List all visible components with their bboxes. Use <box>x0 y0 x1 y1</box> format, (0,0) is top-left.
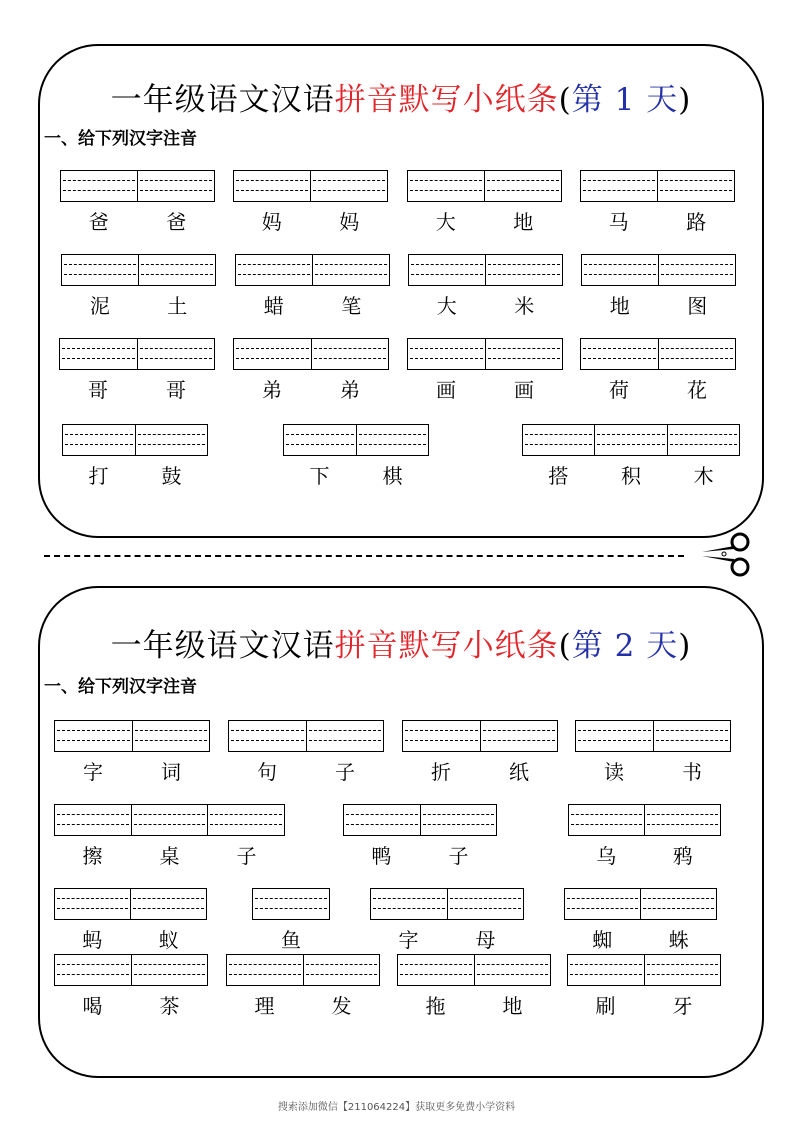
hanzi-char: 折 <box>431 760 451 784</box>
hanzi-char: 米 <box>514 294 535 318</box>
hanzi-word <box>62 460 208 489</box>
pinyin-cell[interactable] <box>227 955 303 985</box>
hanzi-char: 路 <box>686 210 707 234</box>
hanzi-char: 泥 <box>89 294 110 318</box>
pinyin-cell[interactable] <box>582 255 658 285</box>
pinyin-writing-boxes[interactable] <box>580 170 735 202</box>
pinyin-cell[interactable] <box>55 805 131 835</box>
hanzi-char: 理 <box>254 994 275 1018</box>
pinyin-writing-boxes[interactable] <box>397 954 551 986</box>
pinyin-writing-boxes[interactable] <box>408 254 563 286</box>
pinyin-cell[interactable] <box>653 721 731 751</box>
pinyin-cell[interactable] <box>131 805 208 835</box>
hanzi-char: 茶 <box>159 994 180 1018</box>
pinyin-writing-boxes[interactable] <box>407 338 563 370</box>
pinyin-cell[interactable] <box>485 255 562 285</box>
pinyin-cell[interactable] <box>55 955 131 985</box>
pinyin-cell[interactable] <box>312 255 389 285</box>
pinyin-writing-boxes[interactable] <box>575 720 731 752</box>
hanzi-char: 马 <box>608 210 629 234</box>
hanzi-char: 纸 <box>509 760 529 784</box>
hanzi-char: 母 <box>475 928 496 952</box>
hanzi-char: 喝 <box>82 994 103 1018</box>
hanzi-char: 棋 <box>382 464 403 488</box>
pinyin-cell[interactable] <box>576 721 653 751</box>
pinyin-cell[interactable] <box>55 889 130 919</box>
hanzi-word <box>580 206 735 235</box>
pinyin-cell[interactable] <box>409 255 485 285</box>
hanzi-char: 搭 <box>548 464 569 488</box>
hanzi-char: 字 <box>398 928 419 952</box>
hanzi-word <box>407 206 562 235</box>
hanzi-char: 爸 <box>88 210 109 234</box>
pinyin-writing-boxes[interactable] <box>370 888 524 920</box>
pinyin-cell[interactable] <box>484 171 561 201</box>
pinyin-cell[interactable] <box>658 339 736 369</box>
pinyin-cell[interactable] <box>447 889 524 919</box>
hanzi-char: 图 <box>687 294 708 318</box>
hanzi-char: 妈 <box>261 210 282 234</box>
pinyin-cell[interactable] <box>131 955 208 985</box>
hanzi-word <box>575 756 731 785</box>
pinyin-cell[interactable] <box>480 721 558 751</box>
hanzi-word <box>252 924 330 953</box>
hanzi-char: 子 <box>448 844 469 868</box>
hanzi-char: 词 <box>161 760 181 784</box>
hanzi-word <box>564 924 717 953</box>
pinyin-writing-boxes[interactable] <box>54 954 208 986</box>
footer-note: 搜索添加微信【211064224】获取更多免费小学资料 <box>277 1102 516 1113</box>
hanzi-word <box>228 756 384 785</box>
pinyin-cell[interactable] <box>130 889 206 919</box>
hanzi-word <box>233 206 388 235</box>
hanzi-char: 打 <box>88 464 109 488</box>
hanzi-word <box>233 374 389 403</box>
pinyin-cell[interactable] <box>63 425 135 455</box>
hanzi-char: 桌 <box>159 844 180 868</box>
pinyin-cell[interactable] <box>568 955 644 985</box>
hanzi-char: 土 <box>167 294 188 318</box>
scissors-icon <box>700 530 752 578</box>
hanzi-char: 读 <box>604 760 624 784</box>
hanzi-word <box>522 460 740 489</box>
hanzi-char: 蜡 <box>263 294 284 318</box>
hanzi-word <box>567 990 721 1019</box>
hanzi-word <box>54 990 208 1019</box>
pinyin-cell[interactable] <box>474 955 551 985</box>
pinyin-cell[interactable] <box>137 171 214 201</box>
hanzi-char: 木 <box>693 464 714 488</box>
pinyin-writing-boxes[interactable] <box>54 888 207 920</box>
section-heading: 一、给下列汉字注音 <box>44 129 197 149</box>
pinyin-writing-boxes[interactable] <box>226 954 380 986</box>
hanzi-char: 鸭 <box>371 844 392 868</box>
hanzi-word <box>54 756 210 785</box>
pinyin-cell[interactable] <box>229 721 306 751</box>
hanzi-char: 笔 <box>341 294 362 318</box>
pinyin-cell[interactable] <box>253 889 329 919</box>
pinyin-cell[interactable] <box>303 955 380 985</box>
pinyin-writing-boxes[interactable] <box>54 804 285 836</box>
hanzi-char: 下 <box>309 464 330 488</box>
pinyin-writing-boxes[interactable] <box>564 888 717 920</box>
pinyin-cell[interactable] <box>207 805 284 835</box>
pinyin-writing-boxes[interactable] <box>343 804 497 836</box>
cut-line <box>44 555 684 557</box>
pinyin-cell[interactable] <box>371 889 447 919</box>
pinyin-cell[interactable] <box>485 339 563 369</box>
pinyin-cell[interactable] <box>644 955 721 985</box>
hanzi-char: 哥 <box>166 378 186 402</box>
pinyin-cell[interactable] <box>667 425 739 455</box>
pinyin-cell[interactable] <box>581 171 657 201</box>
hanzi-char: 荷 <box>609 378 629 402</box>
pinyin-cell[interactable] <box>356 425 429 455</box>
hanzi-char: 擦 <box>82 844 103 868</box>
pinyin-writing-boxes[interactable] <box>228 720 384 752</box>
hanzi-word <box>402 756 558 785</box>
hanzi-word <box>60 206 215 235</box>
pinyin-writing-boxes[interactable] <box>522 424 740 456</box>
hanzi-char: 牙 <box>672 994 693 1018</box>
pinyin-cell[interactable] <box>640 889 716 919</box>
pinyin-writing-boxes[interactable] <box>568 804 721 836</box>
hanzi-char: 画 <box>436 378 456 402</box>
hanzi-char: 蛛 <box>668 928 689 952</box>
hanzi-word <box>54 924 207 953</box>
pinyin-cell[interactable] <box>657 171 734 201</box>
pinyin-cell[interactable] <box>344 805 420 835</box>
pinyin-cell[interactable] <box>398 955 474 985</box>
pinyin-cell[interactable] <box>55 721 132 751</box>
section-heading: 一、给下列汉字注音 <box>44 677 197 697</box>
pinyin-cell[interactable] <box>594 425 666 455</box>
hanzi-char: 拖 <box>425 994 446 1018</box>
hanzi-char: 哥 <box>88 378 108 402</box>
worksheet-title: 一年级语文汉语拼音默写小纸条(第 1 天) <box>110 82 692 118</box>
worksheet-title: 一年级语文汉语拼音默写小纸条(第 2 天) <box>110 628 692 664</box>
pinyin-cell[interactable] <box>306 721 384 751</box>
hanzi-word <box>408 290 563 319</box>
hanzi-char: 大 <box>436 294 457 318</box>
pinyin-writing-boxes[interactable] <box>407 170 562 202</box>
hanzi-word <box>407 374 563 403</box>
hanzi-char: 乌 <box>596 844 617 868</box>
pinyin-cell[interactable] <box>62 255 138 285</box>
hanzi-word <box>61 290 216 319</box>
hanzi-word <box>343 840 497 869</box>
pinyin-cell[interactable] <box>408 171 484 201</box>
hanzi-word <box>580 374 736 403</box>
pinyin-writing-boxes[interactable] <box>235 254 390 286</box>
hanzi-char: 弟 <box>340 378 360 402</box>
hanzi-char: 画 <box>514 378 534 402</box>
hanzi-char: 弟 <box>262 378 282 402</box>
hanzi-char: 爸 <box>166 210 187 234</box>
hanzi-char: 妈 <box>339 210 360 234</box>
hanzi-word <box>226 990 380 1019</box>
pinyin-cell[interactable] <box>569 805 644 835</box>
hanzi-char: 蚁 <box>158 928 179 952</box>
pinyin-cell[interactable] <box>565 889 640 919</box>
pinyin-cell[interactable] <box>403 721 480 751</box>
hanzi-char: 鼓 <box>161 464 182 488</box>
pinyin-writing-boxes[interactable] <box>580 338 736 370</box>
hanzi-word <box>581 290 736 319</box>
pinyin-cell[interactable] <box>311 339 389 369</box>
pinyin-writing-boxes[interactable] <box>62 424 208 456</box>
pinyin-cell[interactable] <box>658 255 735 285</box>
pinyin-writing-boxes[interactable] <box>283 424 429 456</box>
hanzi-char: 子 <box>236 844 257 868</box>
pinyin-cell[interactable] <box>234 339 311 369</box>
pinyin-cell[interactable] <box>581 339 658 369</box>
pinyin-writing-boxes[interactable] <box>402 720 558 752</box>
hanzi-char: 鱼 <box>281 928 301 952</box>
pinyin-writing-boxes[interactable] <box>59 338 215 370</box>
pinyin-cell[interactable] <box>135 425 208 455</box>
hanzi-char: 句 <box>257 760 277 784</box>
pinyin-cell[interactable] <box>234 171 310 201</box>
pinyin-cell[interactable] <box>284 425 356 455</box>
hanzi-char: 蜘 <box>592 928 613 952</box>
worksheet-day-2 <box>38 586 764 1078</box>
hanzi-char: 鸦 <box>672 844 693 868</box>
pinyin-cell[interactable] <box>644 805 720 835</box>
pinyin-cell[interactable] <box>236 255 312 285</box>
pinyin-writing-boxes[interactable] <box>567 954 721 986</box>
hanzi-char: 地 <box>513 210 534 234</box>
pinyin-cell[interactable] <box>137 339 215 369</box>
pinyin-writing-boxes[interactable] <box>252 888 330 920</box>
hanzi-char: 蚂 <box>82 928 103 952</box>
hanzi-word <box>59 374 215 403</box>
hanzi-char: 字 <box>83 760 103 784</box>
worksheet-day-1 <box>38 44 764 538</box>
pinyin-writing-boxes[interactable] <box>60 170 215 202</box>
hanzi-char: 发 <box>331 994 352 1018</box>
pinyin-cell[interactable] <box>132 721 210 751</box>
hanzi-word <box>568 840 721 869</box>
hanzi-word <box>397 990 551 1019</box>
hanzi-char: 地 <box>502 994 523 1018</box>
hanzi-char: 书 <box>682 760 702 784</box>
pinyin-cell[interactable] <box>60 339 137 369</box>
pinyin-writing-boxes[interactable] <box>61 254 216 286</box>
hanzi-char: 大 <box>435 210 456 234</box>
hanzi-word <box>370 924 524 953</box>
pinyin-cell[interactable] <box>420 805 497 835</box>
hanzi-char: 积 <box>620 464 641 488</box>
hanzi-word <box>283 460 429 489</box>
hanzi-char: 子 <box>335 760 355 784</box>
pinyin-cell[interactable] <box>61 171 137 201</box>
pinyin-writing-boxes[interactable] <box>233 170 388 202</box>
hanzi-word <box>54 840 285 869</box>
pinyin-cell[interactable] <box>523 425 594 455</box>
hanzi-char: 花 <box>687 378 707 402</box>
pinyin-writing-boxes[interactable] <box>233 338 389 370</box>
pinyin-writing-boxes[interactable] <box>581 254 736 286</box>
pinyin-writing-boxes[interactable] <box>54 720 210 752</box>
pinyin-cell[interactable] <box>408 339 485 369</box>
hanzi-word <box>235 290 390 319</box>
hanzi-char: 刷 <box>595 994 616 1018</box>
pinyin-cell[interactable] <box>310 171 387 201</box>
pinyin-cell[interactable] <box>138 255 215 285</box>
hanzi-char: 地 <box>609 294 630 318</box>
